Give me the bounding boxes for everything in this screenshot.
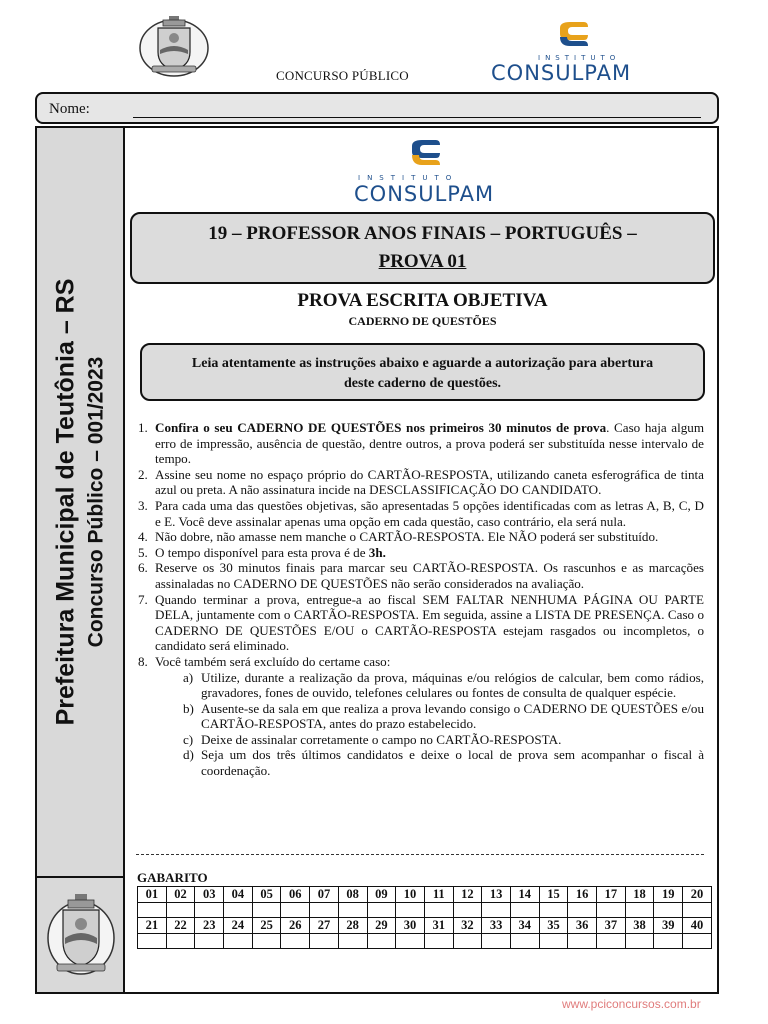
- answer-cell[interactable]: [539, 903, 568, 918]
- question-number-cell: 35: [539, 918, 568, 934]
- answer-cell[interactable]: [482, 934, 511, 949]
- question-number-cell: 07: [310, 887, 339, 903]
- answer-cell[interactable]: [539, 934, 568, 949]
- side-bottom-panel: [35, 878, 125, 994]
- answer-cell[interactable]: [281, 934, 310, 949]
- question-number-cell: 01: [138, 887, 167, 903]
- instruction-item: 6. Reserve os 30 minutos finais para marcar seu CARTÃO-RESPOSTA. Os rascunhos e as marcações assinaladas no CADERNO DE QUESTÕES não serão considerados na avaliação.: [138, 560, 704, 591]
- side-column: [35, 126, 125, 878]
- notice-line-2: deste caderno de questões.: [343, 376, 502, 391]
- consulpam-logo-center: [350, 138, 514, 204]
- answer-cell[interactable]: [625, 903, 654, 918]
- answer-cell[interactable]: [338, 903, 367, 918]
- answer-cell[interactable]: [252, 903, 281, 918]
- instructions-list: [138, 420, 704, 779]
- answer-cell[interactable]: [568, 934, 597, 949]
- exam-type-title: PROVA ESCRITA OBJETIVA: [297, 290, 548, 311]
- logo-center-wordmark: CONSULPAM: [354, 182, 495, 204]
- exam-position: 19 – PROFESSOR ANOS FINAIS – PORTUGUÊS –: [208, 223, 637, 244]
- name-input-line[interactable]: [133, 117, 701, 118]
- answer-cell[interactable]: [367, 903, 396, 918]
- instruction-item: 2. Assine seu nome no espaço próprio do CARTÃO-RESPOSTA, utilizando caneta esferográfica de tinta azul ou preta. A não assinatura incide na DESCLASSIFICAÇÃO DO CANDIDATO.: [138, 466, 704, 498]
- gabarito-answers-row: [138, 903, 712, 918]
- question-number-cell: 31: [424, 918, 453, 934]
- answer-cell[interactable]: [195, 934, 224, 949]
- question-number-cell: 29: [367, 918, 396, 934]
- cut-line: [136, 854, 704, 855]
- answer-cell[interactable]: [224, 903, 253, 918]
- answer-cell[interactable]: [424, 934, 453, 949]
- side-contest: Concurso Público – 001/2023: [84, 356, 108, 648]
- answer-cell[interactable]: [625, 934, 654, 949]
- answer-cell[interactable]: [338, 934, 367, 949]
- answer-cell[interactable]: [424, 903, 453, 918]
- answer-cell[interactable]: [597, 934, 626, 949]
- question-number-cell: 11: [424, 887, 453, 903]
- question-number-cell: 39: [654, 918, 683, 934]
- answer-cell[interactable]: [252, 934, 281, 949]
- side-municipality: Prefeitura Municipal de Teutônia – RS: [51, 278, 80, 726]
- question-number-cell: 27: [310, 918, 339, 934]
- question-number-cell: 08: [338, 887, 367, 903]
- question-number-cell: 04: [224, 887, 253, 903]
- instruction-item: 1. Confira o seu CADERNO DE QUESTÕES nos primeiros 30 minutos de prova. Caso haja algum erro de impressão, ausência de questão, dentre outros, a prova poderá ser substituída nesse intervalo de tempo.: [138, 420, 704, 467]
- question-number-cell: 40: [683, 918, 712, 934]
- question-number-cell: 20: [683, 887, 712, 903]
- question-number-cell: 15: [539, 887, 568, 903]
- sub-item: a) Utilize, durante a realização da prova, máquinas e/ou relógios de calcular, bem como rádios, gravadores, fones de ouvido, telefones celulares ou fontes de consulta de qualquer espécie.: [183, 669, 704, 701]
- question-number-cell: 22: [166, 918, 195, 934]
- consulpam-logo: [488, 20, 660, 84]
- answer-cell[interactable]: [482, 903, 511, 918]
- answer-cell[interactable]: [195, 903, 224, 918]
- question-number-cell: 32: [453, 918, 482, 934]
- question-number-cell: 05: [252, 887, 281, 903]
- answer-cell[interactable]: [281, 903, 310, 918]
- question-number-cell: 30: [396, 918, 425, 934]
- notice-box: [140, 343, 705, 401]
- exam-type-subtitle: CADERNO DE QUESTÕES: [348, 314, 497, 328]
- logo-wordmark: CONSULPAM: [491, 61, 632, 84]
- question-number-cell: 25: [252, 918, 281, 934]
- answer-cell[interactable]: [310, 934, 339, 949]
- answer-cell[interactable]: [166, 934, 195, 949]
- instruction-item: 5. O tempo disponível para esta prova é de 3h.: [138, 544, 386, 560]
- answer-cell[interactable]: [654, 934, 683, 949]
- question-number-cell: 02: [166, 887, 195, 903]
- answer-cell[interactable]: [683, 903, 712, 918]
- exclusion-sublist: [155, 670, 704, 779]
- municipal-crest-logo: [138, 14, 210, 78]
- question-number-cell: 28: [338, 918, 367, 934]
- question-number-cell: 34: [510, 918, 539, 934]
- question-number-cell: 14: [510, 887, 539, 903]
- notice-line-1: Leia atentamente as instruções abaixo e aguarde a autorização para abertura: [191, 356, 654, 371]
- sub-item: c) Deixe de assinalar corretamente o campo no CARTÃO-RESPOSTA.: [183, 731, 562, 747]
- question-number-cell: 10: [396, 887, 425, 903]
- answer-cell[interactable]: [510, 934, 539, 949]
- logo-center-tagline: INSTITUTO: [358, 174, 459, 182]
- logo-tagline: INSTITUTO: [538, 54, 621, 62]
- instruction-item: 4. Não dobre, não amasse nem manche o CARTÃO-RESPOSTA. Ele NÃO poderá ser substituído.: [138, 529, 659, 545]
- question-number-cell: 09: [367, 887, 396, 903]
- sub-item: d) Seja um dos três últimos candidatos e deixe o local de prova sem acompanhar o fiscal à coordenação.: [183, 747, 704, 779]
- question-number-cell: 03: [195, 887, 224, 903]
- side-title: [52, 279, 109, 726]
- gabarito-numbers-row: [138, 918, 712, 934]
- question-number-cell: 12: [453, 887, 482, 903]
- header-title: CONCURSO PÚBLICO: [276, 68, 409, 83]
- answer-cell[interactable]: [310, 903, 339, 918]
- question-number-cell: 19: [654, 887, 683, 903]
- answer-cell[interactable]: [654, 903, 683, 918]
- municipal-crest-logo-bottom: [45, 892, 117, 978]
- answer-cell[interactable]: [138, 903, 167, 918]
- question-number-cell: 38: [625, 918, 654, 934]
- instruction-item: 8. Você também será excluído do certame caso: a) Utilize, durante a realização da prova, máquinas e/ou relógios de calcular, bem como rádios, gravadores, fones de ouvido, telefones celulares ou fontes de consulta de qualquer espécie. b) Ausente-se da sala em que realiza a prova levando consigo o CADERNO DE QUESTÕES e/ou CARTÃO-RESPOSTA, antes do prazo estabelecido. c) Deixe de assinalar corretamente o campo no CARTÃO-RESPOSTA. d) Seja um dos três últimos candidatos e deixe o local de prova sem acompanhar o fiscal à coordenação.: [138, 653, 704, 779]
- answer-cell[interactable]: [568, 903, 597, 918]
- question-number-cell: 26: [281, 918, 310, 934]
- answer-cell[interactable]: [510, 903, 539, 918]
- gabarito-numbers-row: [138, 887, 712, 903]
- question-number-cell: 06: [281, 887, 310, 903]
- question-number-cell: 18: [625, 887, 654, 903]
- question-number-cell: 21: [138, 918, 167, 934]
- question-number-cell: 24: [224, 918, 253, 934]
- gabarito-label: GABARITO: [137, 870, 208, 885]
- answer-cell[interactable]: [367, 934, 396, 949]
- exam-title-box: [130, 212, 715, 284]
- name-field-box[interactable]: [35, 92, 719, 124]
- question-number-cell: 37: [597, 918, 626, 934]
- question-number-cell: 33: [482, 918, 511, 934]
- answer-cell[interactable]: [138, 934, 167, 949]
- question-number-cell: 13: [482, 887, 511, 903]
- source-watermark: www.pciconcursos.com.br: [562, 997, 701, 1011]
- answer-cell[interactable]: [597, 903, 626, 918]
- question-number-cell: 23: [195, 918, 224, 934]
- name-label: Nome:: [49, 101, 90, 117]
- answer-cell[interactable]: [396, 934, 425, 949]
- question-number-cell: 17: [597, 887, 626, 903]
- answer-cell[interactable]: [166, 903, 195, 918]
- exam-version: PROVA 01: [378, 251, 467, 272]
- instruction-item: 3. Para cada uma das questões objetivas, são apresentadas 5 opções identificadas com as letras A, B, C, D e E. Você deve assinalar apenas uma opção em cada questão, caso contrário, ela será nula.: [138, 497, 704, 529]
- answer-cell[interactable]: [396, 903, 425, 918]
- answer-cell[interactable]: [453, 934, 482, 949]
- answer-cell[interactable]: [224, 934, 253, 949]
- answer-cell[interactable]: [683, 934, 712, 949]
- gabarito-answers-row: [138, 934, 712, 949]
- question-number-cell: 16: [568, 887, 597, 903]
- instruction-item: 7. Quando terminar a prova, entregue-a ao fiscal SEM FALTAR NENHUMA PÁGINA OU PARTE DELA, juntamente com o CARTÃO-RESPOSTA. Em seguida, assine a LISTA DE PRESENÇA. Caso o CADERNO DE QUESTÕES E/OU o CARTÃO-RESPOSTA estejam rasgados ou incompletos, o candidato será eliminado.: [138, 591, 704, 654]
- answer-cell[interactable]: [453, 903, 482, 918]
- gabarito-table: [137, 886, 712, 949]
- question-number-cell: 36: [568, 918, 597, 934]
- sub-item: b) Ausente-se da sala em que realiza a prova levando consigo o CADERNO DE QUESTÕES e/ou CARTÃO-RESPOSTA, antes do prazo estabelecido.: [183, 700, 704, 732]
